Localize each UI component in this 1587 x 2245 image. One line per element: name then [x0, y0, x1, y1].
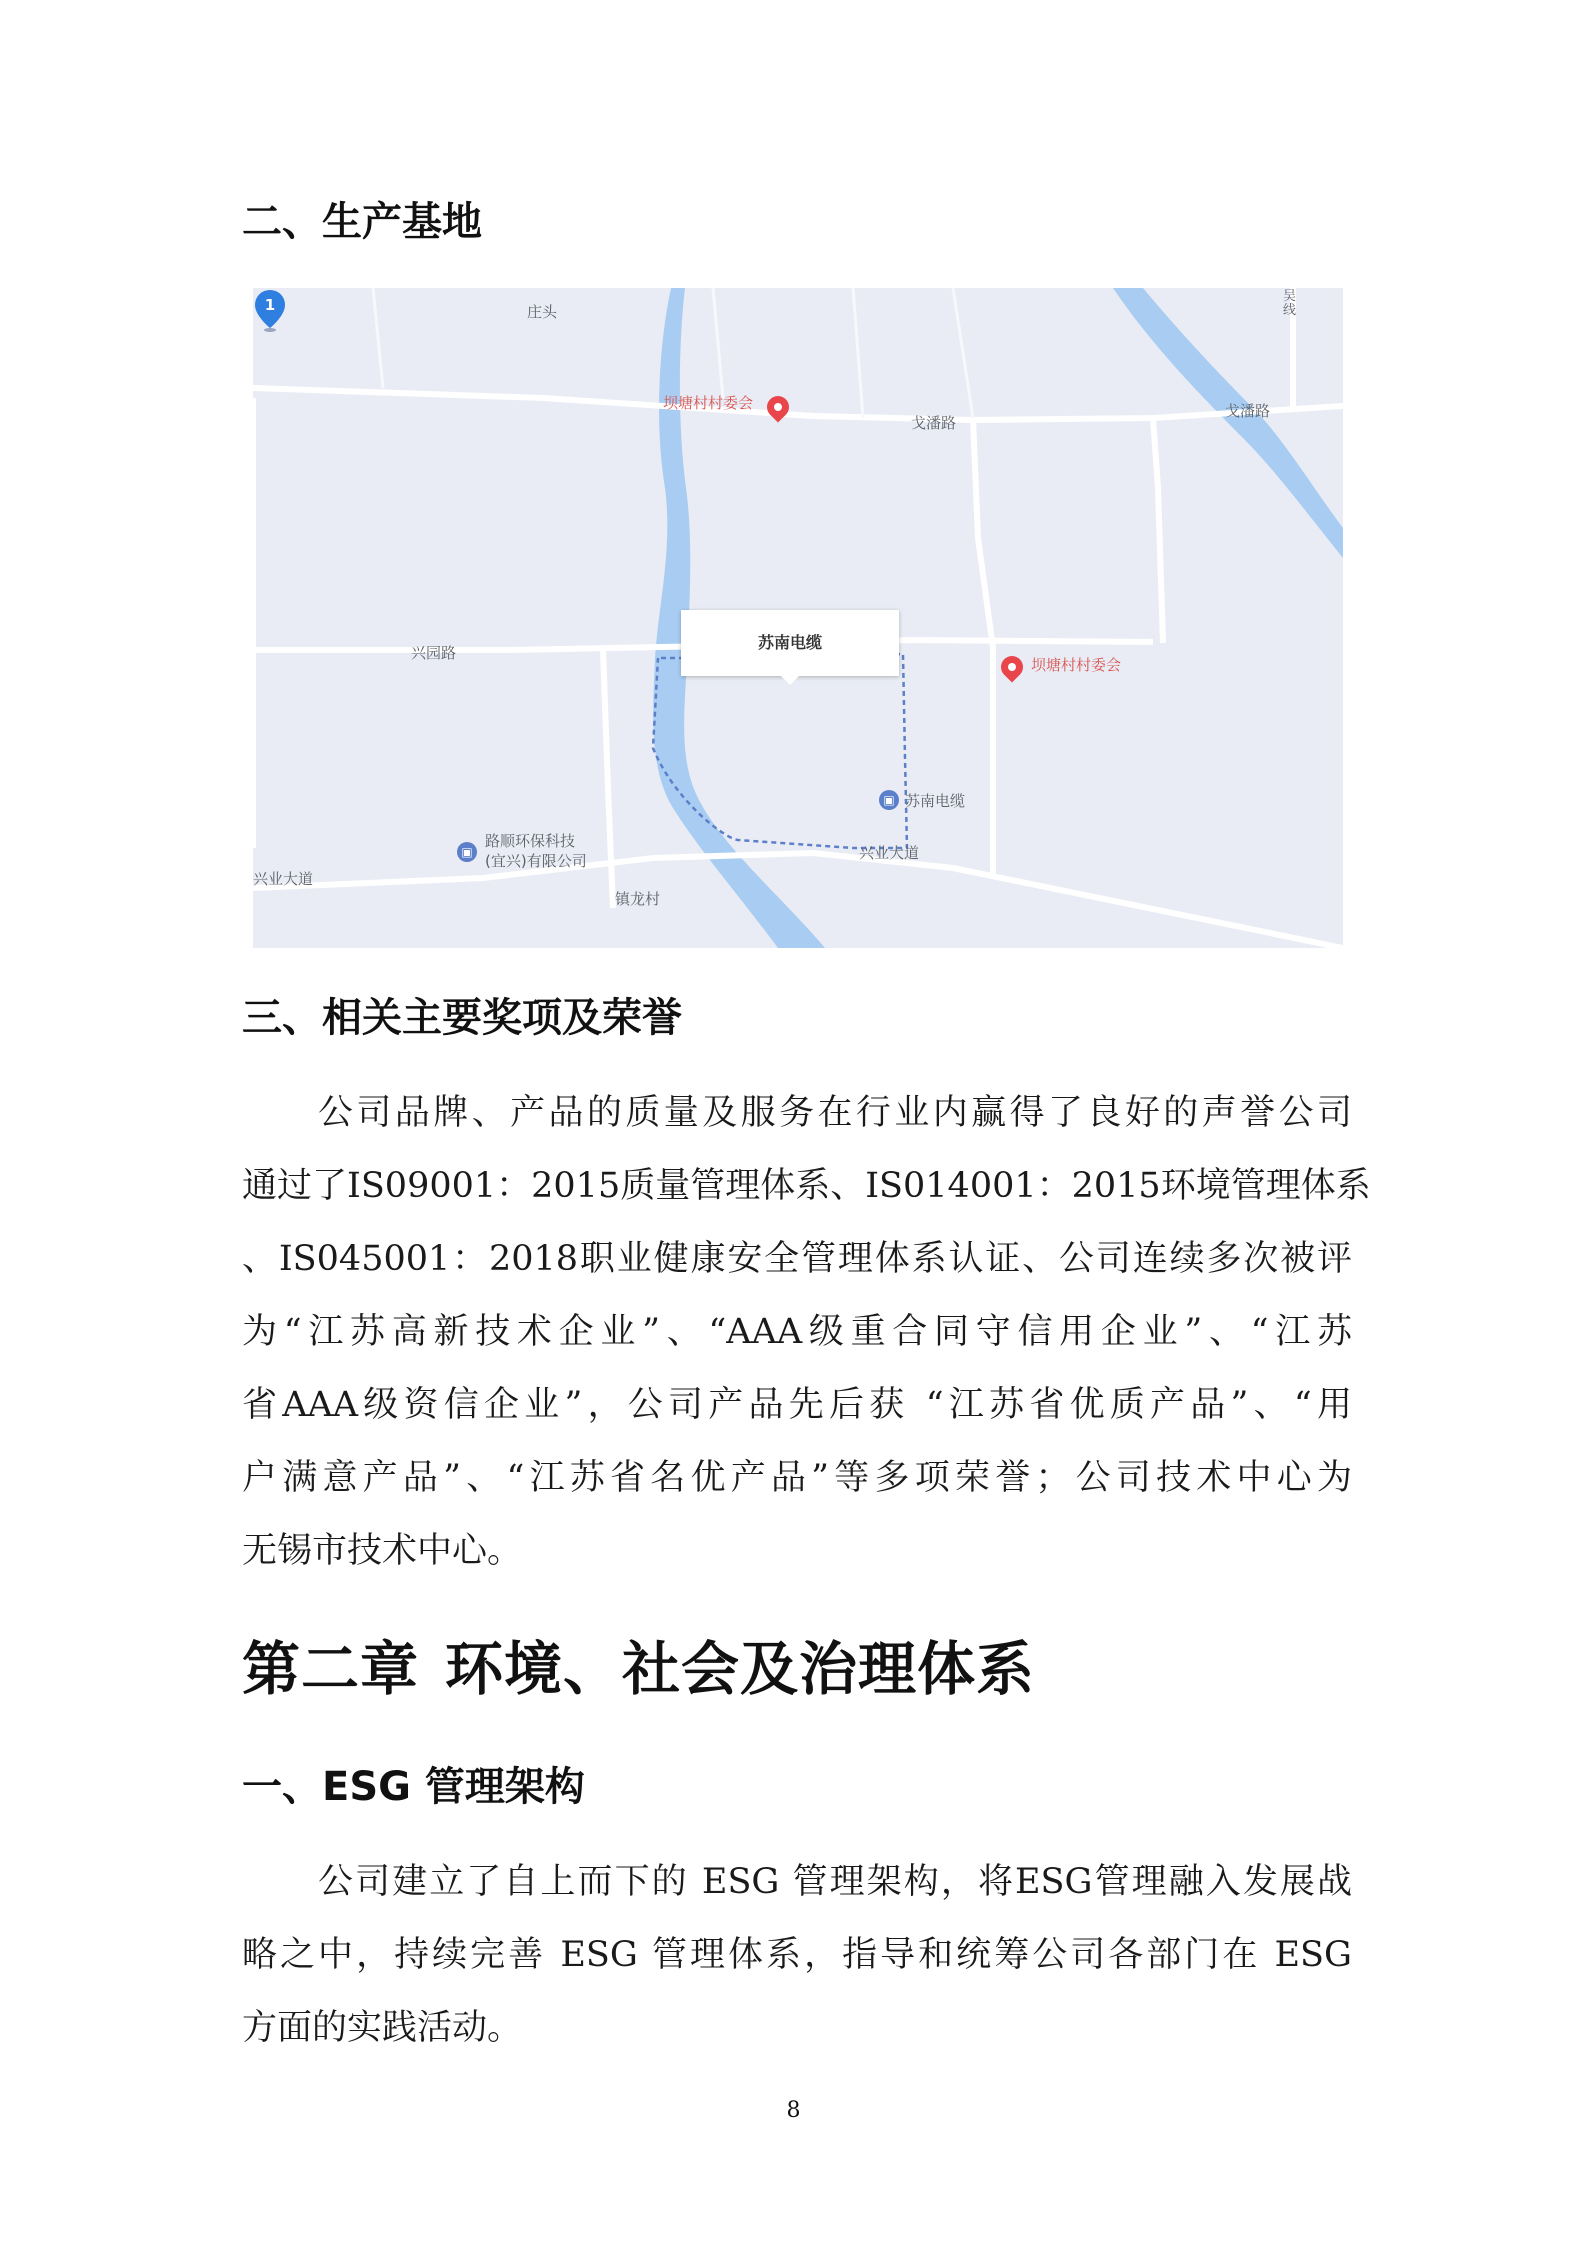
section-heading-awards: 三、相关主要奖项及荣誉: [242, 995, 682, 1041]
map-label-gepan-road-right: 戈潘路: [1225, 402, 1271, 420]
map-label-village-committee-top: 坝塘村村委会: [663, 394, 754, 412]
map-callout-sunan-cable[interactable]: 苏南电缆: [681, 610, 899, 676]
map-label-sunan-cable: 苏南电缆: [905, 792, 966, 810]
section-heading-esg: 一、ESG 管理架构: [242, 1764, 585, 1810]
paragraph-line: 公司品牌、产品的质量及服务在行业内赢得了良好的声誉公司: [318, 1093, 1352, 1133]
map-label-gepan-road: 戈潘路: [911, 414, 957, 432]
paragraph-line: 略之中，持续完善 ESG 管理体系，指导和统筹公司各部门在 ESG: [242, 1935, 1352, 1975]
marker-number: 1: [264, 296, 276, 314]
map-label-lushun-1: 路顺环保科技: [485, 832, 576, 850]
map-label-zhenlong: 镇龙村: [615, 890, 661, 908]
paragraph-line: 省AAA级资信企业”，公司产品先后获 “江苏省优质产品”、“用: [242, 1385, 1352, 1425]
page-number: 8: [786, 2098, 801, 2123]
company-poi-icon[interactable]: ▣: [879, 790, 899, 810]
paragraph-line: 方面的实践活动。: [242, 2008, 523, 2048]
location-marker-icon[interactable]: [253, 288, 287, 332]
map-label-village-committee-right: 坝塘村村委会: [1031, 656, 1122, 674]
paragraph-line: 公司建立了自上而下的 ESG 管理架构，将ESG管理融入发展战: [318, 1862, 1352, 1902]
map-label-lushun-2: (宜兴)有限公司: [485, 852, 587, 870]
river-top-right: [1113, 288, 1343, 558]
paragraph-line: 、IS045001：2018职业健康安全管理体系认证、公司连续多次被评: [242, 1239, 1352, 1279]
map-label-xingyuan-road: 兴园路: [411, 644, 457, 662]
chapter-name: 环境、社会及治理体系: [445, 1635, 1036, 1703]
map-label-line: 吴 线: [1283, 289, 1297, 319]
map-label-xingye-left: 兴业大道: [253, 870, 314, 888]
company-poi-icon[interactable]: ▣: [457, 842, 477, 862]
chapter-label: 第二章: [242, 1635, 420, 1703]
paragraph-line: 无锡市技术中心。: [242, 1531, 523, 1571]
paragraph-line: 为“江苏高新技术企业”、“AAA级重合同守信用企业”、“江苏: [242, 1312, 1352, 1352]
section-heading-production-base: 二、生产基地: [242, 199, 482, 245]
paragraph-line: 通过了IS09001：2015质量管理体系、IS014001：2015环境管理体系: [242, 1166, 1371, 1206]
location-map[interactable]: [253, 288, 1343, 948]
paragraph-line: 户满意产品”、“江苏省名优产品”等多项荣誉；公司技术中心为: [242, 1458, 1352, 1498]
chapter-title: [242, 1635, 1036, 1703]
esg-paragraph: [242, 1846, 1352, 2065]
map-label-xingye-center: 兴业大道: [859, 844, 920, 862]
map-label-zhuangtou: 庄头: [527, 303, 558, 321]
awards-paragraph: [242, 1077, 1371, 1588]
